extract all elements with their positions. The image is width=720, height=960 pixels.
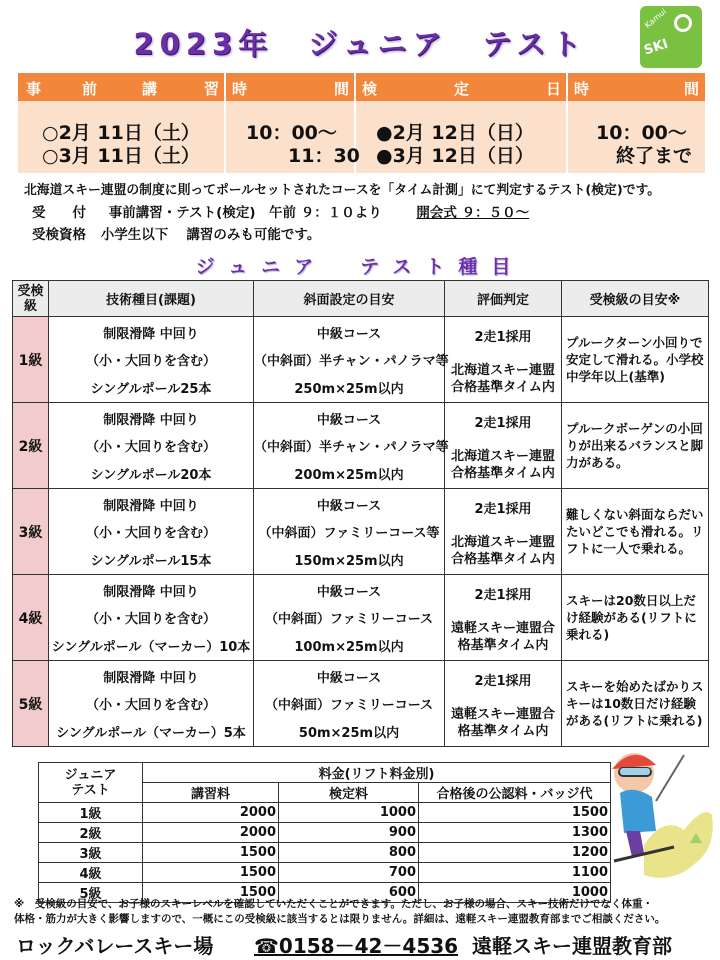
eval-line: 合格基準タイム内 — [457, 620, 556, 653]
event-line: シングルポール（マーカー）10本 — [51, 639, 251, 655]
grade-cell: 2級 — [13, 403, 49, 489]
fee-lecture: 2000 — [143, 803, 279, 823]
slope-cell — [254, 489, 445, 575]
eval-line: 2走1採用 — [474, 329, 532, 345]
eval-line: 北海道スキー連盟 — [450, 448, 555, 464]
header-text: ジュニア — [64, 767, 117, 783]
event-line: シングルポール25本 — [90, 381, 212, 397]
fee-test: 800 — [279, 843, 419, 863]
fee-test: 600 — [279, 883, 419, 903]
fee-grade: 3級 — [39, 843, 143, 863]
lecture-time-end: 11：30 — [288, 145, 360, 167]
schedule-header-testdate — [356, 73, 566, 101]
fee-grade: 5級 — [39, 883, 143, 903]
event-line: （小・大回りを含む） — [85, 698, 216, 713]
event-line: 制限滑降 中回り — [103, 412, 199, 428]
slope-line: （中斜面）ファミリーコース等 — [258, 526, 440, 541]
col-header-slope: 斜面設定の目安 — [254, 281, 445, 317]
qualification-label: 受検資格 — [32, 227, 86, 243]
event-cell — [49, 403, 254, 489]
table-header-row — [13, 281, 709, 317]
slope-line: 中級コース — [316, 584, 382, 600]
fee-grade: 4級 — [39, 863, 143, 883]
header-char: 間 — [684, 80, 700, 98]
fee-col-badge: 合格後の公認料・バッジ代 — [419, 783, 611, 803]
fee-grade: 2級 — [39, 823, 143, 843]
test-date-2: ●3月 12日（日） — [376, 145, 534, 167]
eval-line: 合格基準タイム内 — [457, 706, 556, 739]
fee-corner-header — [39, 763, 143, 803]
slope-line: （中斜面）半チャン・パノラマ等 — [254, 354, 449, 369]
evaluation-cell — [445, 403, 562, 489]
slope-line: 中級コース — [316, 498, 382, 514]
fee-group-header: 料金(リフト料金別) — [143, 763, 611, 783]
eval-line: 2走1採用 — [474, 587, 532, 603]
fee-grade: 1級 — [39, 803, 143, 823]
evaluation-cell — [445, 661, 562, 747]
fee-col-test: 検定料 — [279, 783, 419, 803]
event-line: （小・大回りを含む） — [85, 440, 216, 455]
venue-name: ロックバレースキー場 — [16, 934, 214, 958]
header-char: 前 — [82, 80, 98, 98]
slope-line: 200m×25m以内 — [294, 467, 404, 483]
eval-line: 北海道スキー連盟 — [450, 362, 555, 378]
fee-badge: 1500 — [419, 803, 611, 823]
reception-label: 受 付 — [32, 205, 86, 221]
event-line: シングルポール（マーカー）5本 — [56, 725, 246, 741]
slope-cell — [254, 575, 445, 661]
divider — [224, 73, 226, 173]
header-text: 級 — [23, 298, 37, 314]
col-header-event: 技術種目(課題) — [49, 281, 254, 317]
eval-line: 北海道スキー連盟 — [450, 534, 555, 550]
section-title: ジュニア テスト種目 — [195, 256, 525, 278]
footer — [16, 930, 716, 958]
header-char: 定 — [454, 80, 470, 98]
guide-cell: プルークボーゲンの小回りが出来るバランスと脚力がある。 — [562, 403, 709, 489]
eval-line: 2走1採用 — [474, 415, 532, 431]
header-char: 検 — [362, 80, 378, 98]
page-title: 2023年 ジュニア テスト — [133, 27, 587, 61]
footnote-line: ※ 受検級の目安で、お子様のスキーレベルを確認していただくことができます。ただし、お子様の場合、スキー技術だけでなく体重・ — [14, 898, 653, 910]
col-header-evaluation: 評価判定 — [445, 281, 562, 317]
slope-line: 100m×25m以内 — [294, 639, 404, 655]
table-row — [13, 661, 709, 747]
event-cell — [49, 489, 254, 575]
header-char: 時 — [232, 80, 248, 98]
slope-line: 250m×25m以内 — [294, 381, 404, 397]
organizer-name: 遠軽スキー連盟教育部 — [472, 934, 672, 958]
fee-lecture: 2000 — [143, 823, 279, 843]
slope-line: 中級コース — [316, 326, 382, 342]
header-char: 間 — [334, 80, 350, 98]
fee-table — [38, 762, 611, 903]
event-cell — [49, 317, 254, 403]
eval-line: 合格基準タイム内 — [451, 379, 555, 395]
table-row — [13, 489, 709, 575]
skier-illustration — [604, 735, 716, 885]
header-char: 習 — [204, 80, 220, 98]
table-row — [13, 403, 709, 489]
fee-test: 700 — [279, 863, 419, 883]
slope-cell — [254, 403, 449, 489]
fee-lecture: 1500 — [143, 883, 279, 903]
fee-test: 1000 — [279, 803, 419, 823]
slope-line: 中級コース — [316, 412, 382, 428]
event-cell — [49, 575, 254, 661]
fee-row — [39, 803, 611, 823]
fee-col-lecture: 講習料 — [143, 783, 279, 803]
schedule-header-lecture — [18, 73, 224, 101]
slope-cell — [254, 317, 449, 403]
event-line: 制限滑降 中回り — [103, 670, 199, 686]
header-char: 日 — [546, 80, 562, 98]
guide-cell: スキーを始めたばかりスキーは10数日だけ経験がある(リフトに乗れる) — [562, 661, 709, 747]
event-line: 制限滑降 中回り — [103, 498, 199, 514]
slope-line: （中斜面）半チャン・パノラマ等 — [254, 440, 449, 455]
guide-cell: スキーは20数日以上だけ経験がある(リフトに乗れる) — [562, 575, 709, 661]
fee-badge: 1100 — [419, 863, 611, 883]
test-time-end: 終了まで — [616, 145, 693, 167]
fee-test: 900 — [279, 823, 419, 843]
event-line: （小・大回りを含む） — [85, 526, 216, 541]
slope-line: 150m×25m以内 — [294, 553, 404, 569]
lecture-time-start: 10：00～ — [246, 122, 337, 144]
logo-text: SKI — [642, 36, 671, 59]
fee-row — [39, 863, 611, 883]
eval-line: 遠軽スキー連盟 — [450, 620, 542, 636]
fee-badge: 1200 — [419, 843, 611, 863]
qualification-line — [32, 223, 320, 243]
logo-small-text: Kamui — [643, 6, 669, 31]
header-char: 講 — [142, 80, 158, 98]
grade-cell: 5級 — [13, 661, 49, 747]
eval-line: 2走1採用 — [474, 501, 532, 517]
event-line: 制限滑降 中回り — [103, 584, 199, 600]
fee-lecture: 1500 — [143, 843, 279, 863]
qualification-text: 小学生以下 講習のみも可能です。 — [100, 227, 321, 243]
slope-cell — [254, 661, 445, 747]
schedule-header-time2 — [568, 73, 705, 101]
event-line: （小・大回りを含む） — [85, 612, 216, 627]
fee-row — [39, 843, 611, 863]
guide-cell: 難しくない斜面ならだいたいどこでも滑れる。リフトに一人で乗れる。 — [562, 489, 709, 575]
header-char: 事 — [26, 80, 42, 98]
eval-line: 合格基準タイム内 — [451, 465, 555, 481]
lecture-date-2: ○3月 11日（土） — [42, 145, 200, 167]
header-text: テスト — [71, 782, 110, 798]
fee-lecture: 1500 — [143, 863, 279, 883]
fee-header-row — [39, 763, 611, 783]
footnote-line: 体格・筋力が大きく影響しますので、一概にこの受検級に該当するとは限りません。詳細は、遠軽スキー連盟教育部までご相談ください。 — [14, 913, 666, 925]
slope-line: 50m×25m以内 — [298, 725, 400, 741]
event-line: 制限滑降 中回り — [103, 326, 199, 342]
eval-line: 遠軽スキー連盟 — [450, 706, 542, 722]
event-line: （小・大回りを含む） — [85, 354, 216, 369]
grade-cell: 1級 — [13, 317, 49, 403]
table-row — [13, 317, 709, 403]
evaluation-cell — [445, 489, 562, 575]
logo-ring-icon — [674, 14, 692, 32]
slope-line: （中斜面）ファミリーコース — [264, 612, 434, 627]
slope-line: 中級コース — [316, 670, 382, 686]
guide-cell: プルークターン小回りで安定して滑れる。小学校中学年以上(基準) — [562, 317, 709, 403]
schedule-box — [18, 73, 705, 173]
slope-line: （中斜面）ファミリーコース — [264, 698, 434, 713]
fee-row — [39, 823, 611, 843]
eval-line: 合格基準タイム内 — [451, 551, 555, 567]
test-date-1: ●2月 12日（日） — [376, 122, 534, 144]
description-line: 北海道スキー連盟の制度に則ってポールセットされたコースを「タイム計測」にて判定するテスト(検定)です。 — [24, 183, 661, 198]
event-line: シングルポール20本 — [90, 467, 212, 483]
event-cell — [49, 661, 254, 747]
footnote — [14, 897, 714, 927]
col-header-guide: 受検級の目安※ — [562, 281, 709, 317]
reception-text: 事前講習・テスト(検定) 午前 ９：１０より — [108, 205, 382, 221]
header-char: 時 — [574, 80, 590, 98]
ski-logo — [640, 6, 702, 68]
grade-cell: 4級 — [13, 575, 49, 661]
test-events-table — [12, 280, 709, 747]
fee-badge: 1000 — [419, 883, 611, 903]
eval-line: 2走1採用 — [474, 673, 532, 689]
event-line: シングルポール15本 — [90, 553, 212, 569]
schedule-header-time1 — [226, 73, 354, 101]
header-text: 受検 — [17, 283, 44, 299]
lecture-date-1: ○2月 11日（土） — [42, 122, 200, 144]
col-header-grade — [13, 281, 49, 317]
grade-cell: 3級 — [13, 489, 49, 575]
test-time-start: 10：00～ — [596, 122, 687, 144]
table-row — [13, 575, 709, 661]
evaluation-cell — [445, 575, 562, 661]
phone-number[interactable]: ☎0158－42－4536 — [254, 934, 459, 958]
opening-ceremony: 開会式 ９：５０～ — [416, 205, 530, 221]
evaluation-cell — [445, 317, 562, 403]
fee-badge: 1300 — [419, 823, 611, 843]
reception-line — [32, 201, 529, 221]
divider — [566, 73, 568, 173]
